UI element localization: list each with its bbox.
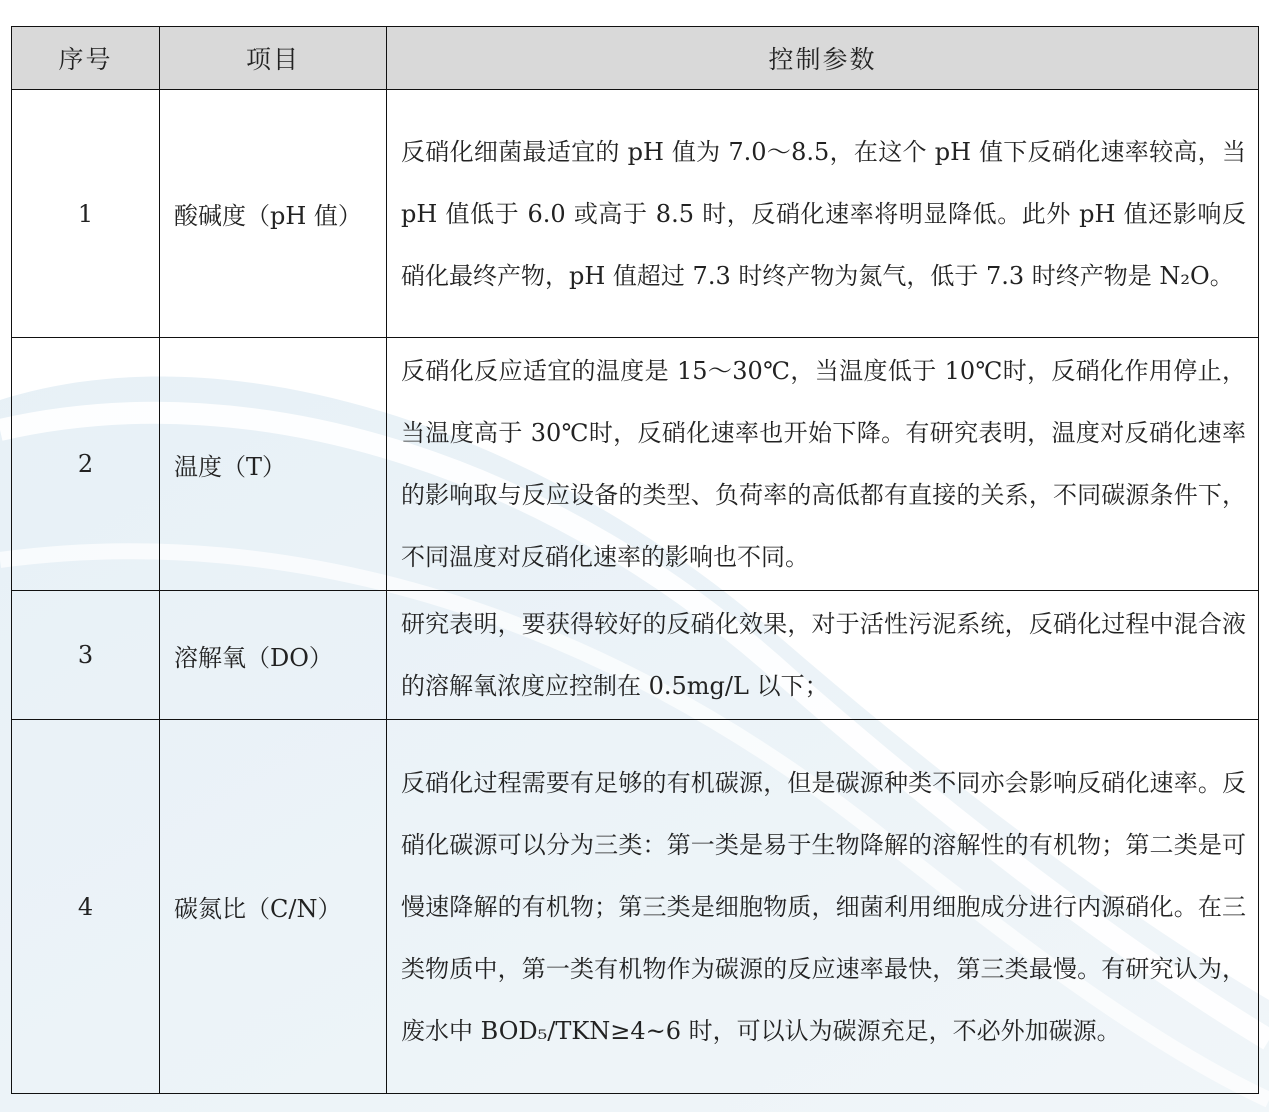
table-row [12, 338, 1259, 591]
table-row [12, 90, 1259, 338]
row-item: 温度（T） [160, 338, 387, 591]
header-no: 序号 [12, 27, 160, 90]
table-row [12, 591, 1259, 720]
table-row [12, 720, 1259, 1094]
row-number: 2 [12, 338, 160, 591]
control-parameters-table [11, 26, 1259, 1094]
row-description: 研究表明，要获得较好的反硝化效果，对于活性污泥系统，反硝化过程中混合液的溶解氧浓度应控制在 0.5mg/L 以下； [387, 591, 1259, 720]
row-number: 3 [12, 591, 160, 720]
row-description: 反硝化过程需要有足够的有机碳源，但是碳源种类不同亦会影响反硝化速率。反硝化碳源可以分为三类：第一类是易于生物降解的溶解性的有机物；第二类是可慢速降解的有机物；第三类是细胞物质，细菌利用细胞成分进行内源硝化。在三类物质中，第一类有机物作为碳源的反应速率最快，第三类最慢。有研究认为，废水中 BOD₅/TKN≥4~6 时，可以认为碳源充足，不必外加碳源。 [387, 720, 1259, 1094]
row-description: 反硝化细菌最适宜的 pH 值为 7.0～8.5，在这个 pH 值下反硝化速率较高，当 pH 值低于 6.0 或高于 8.5 时，反硝化速率将明显降低。此外 pH 值还影响反硝化最终产物，pH 值超过 7.3 时终产物为氮气，低于 7.3 时终产物是 N₂O。 [387, 90, 1259, 338]
row-description: 反硝化反应适宜的温度是 15～30℃，当温度低于 10℃时，反硝化作用停止，当温度高于 30℃时，反硝化速率也开始下降。有研究表明，温度对反硝化速率的影响取与反应设备的类型、负荷率的高低都有直接的关系，不同碳源条件下，不同温度对反硝化速率的影响也不同。 [387, 338, 1259, 591]
row-item: 酸碱度（pH 值） [160, 90, 387, 338]
row-number: 4 [12, 720, 160, 1094]
table-header-row [12, 27, 1259, 90]
header-params: 控制参数 [387, 27, 1259, 90]
row-item: 溶解氧（DO） [160, 591, 387, 720]
row-item: 碳氮比（C/N） [160, 720, 387, 1094]
header-item: 项目 [160, 27, 387, 90]
row-number: 1 [12, 90, 160, 338]
